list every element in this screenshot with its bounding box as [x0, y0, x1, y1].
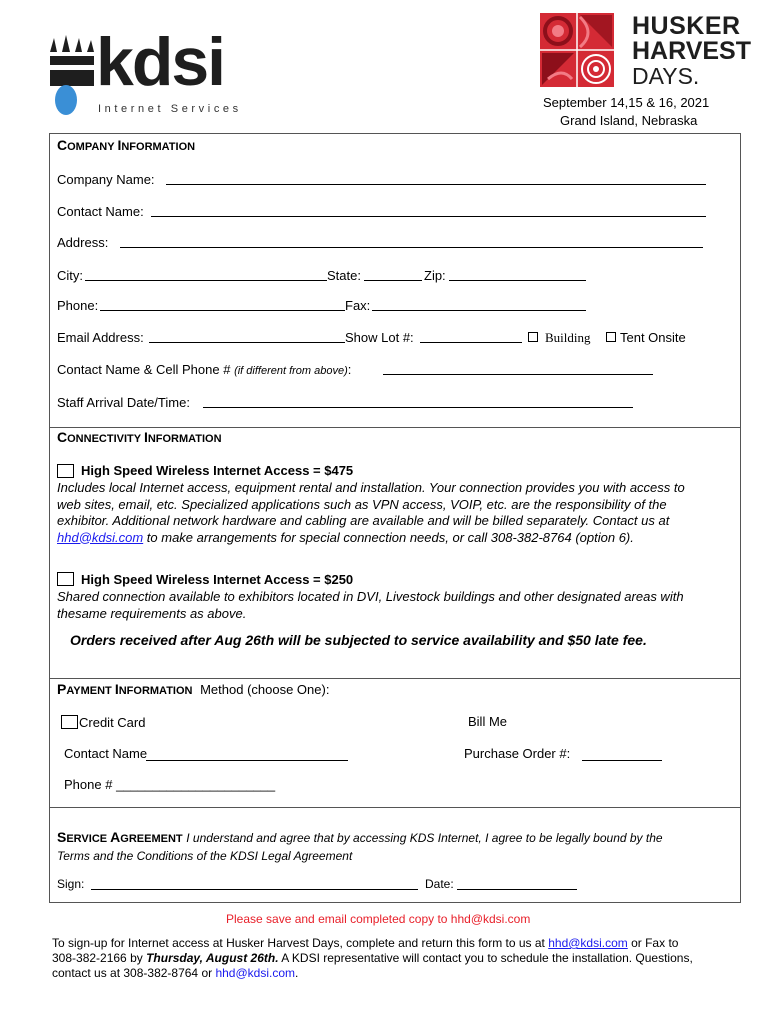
connectivity-heading: CONNECTIVITY INFORMATION: [57, 429, 222, 445]
kdsi-crown-icon: [48, 32, 98, 117]
state-field[interactable]: [364, 280, 422, 281]
kdsi-logo: [48, 24, 258, 118]
sign-label: Sign:: [57, 877, 85, 891]
building-checkbox[interactable]: [528, 332, 538, 342]
address-label: Address:: [57, 235, 109, 250]
credit-card-label: Credit Card: [79, 715, 146, 730]
agreement-text: SERVICE AGREEMENT I understand and agree that by accessing KDS Internet, I agree to be legally bound by the: [57, 829, 663, 845]
state-label: State:: [327, 268, 361, 283]
hhd-logo-line1: HUSKER: [632, 12, 741, 40]
bill-me-label: Bill Me: [468, 714, 508, 729]
company-heading: COMPANY INFORMATION: [57, 137, 196, 153]
show-lot-label: Show Lot #:: [345, 330, 414, 345]
date-field[interactable]: [457, 889, 577, 890]
option1-email-link[interactable]: hhd@kdsi.com: [57, 529, 144, 545]
show-lot-field[interactable]: [420, 342, 522, 343]
contact-name-field[interactable]: [151, 216, 706, 217]
event-location: Grand Island, Nebraska: [560, 113, 698, 128]
phone-label: Phone:: [57, 298, 99, 313]
contact-name-label: Contact Name:: [57, 204, 144, 219]
payment-contact-field[interactable]: [146, 760, 348, 761]
contact-cell-label: Contact Name & Cell Phone # (if different from above):: [57, 362, 352, 377]
purchase-order-field[interactable]: [582, 760, 662, 761]
payment-heading: PAYMENT INFORMATION Method (choose One):: [57, 681, 330, 697]
city-label: City:: [57, 268, 83, 283]
sign-field[interactable]: [91, 889, 418, 890]
payment-phone-field[interactable]: ______________________: [116, 777, 276, 792]
staff-arrival-field[interactable]: [203, 407, 633, 408]
contact-cell-field[interactable]: [383, 374, 653, 375]
signup-instructions: To sign-up for Internet access at Husker Harvest Days, complete and return this form to us at hhd@kdsi.com or Fax to 308-382-2166 by Thursday, August 26th. A KDSI representative will contact you to schedule the installation. Questions, contact us at 308-382-8764 or hhd@kdsi.com.: [52, 936, 693, 980]
fax-label: Fax:: [345, 298, 371, 313]
late-notice: Orders received after Aug 26th will be subjected to service availability and $50 late fee.: [70, 632, 647, 648]
payment-contact-label: Contact Name: [64, 746, 148, 761]
zip-field[interactable]: [449, 280, 586, 281]
payment-phone-label: Phone # ______________________: [64, 777, 276, 792]
hhd-quilt-icon: [540, 13, 614, 87]
hhd-logo-line2: HARVEST: [632, 37, 752, 65]
event-dates: September 14,15 & 16, 2021: [543, 95, 710, 110]
phone-field[interactable]: [100, 310, 345, 311]
tent-label: Tent Onsite: [620, 330, 686, 345]
company-name-label: Company Name:: [57, 172, 155, 187]
company-name-field[interactable]: [166, 184, 706, 185]
address-field[interactable]: [120, 247, 703, 248]
purchase-order-label: Purchase Order #:: [464, 746, 571, 761]
kdsi-tagline: Internet Services: [98, 103, 242, 115]
city-field[interactable]: [85, 280, 327, 281]
option1-checkbox[interactable]: [57, 464, 74, 478]
option1-description: Includes local Internet access, equipment rental and installation. Your connection provides you with access to web sites, email, etc. Specialized applications such as VPN access, VOIP, etc. are the responsibility of the exhibitor. Additional network hardware and cabling are available and will be billed separately. Contact us at hhd@kdsi.com to make arrangements for special connection needs, or call 308-382-8764 (option 6).: [57, 480, 685, 545]
option2-checkbox[interactable]: [57, 572, 74, 586]
email-field[interactable]: [149, 342, 345, 343]
zip-label: Zip:: [424, 268, 446, 283]
option2-title: High Speed Wireless Internet Access = $250: [81, 572, 354, 587]
signup-email-link-2[interactable]: hhd@kdsi.com: [215, 966, 295, 980]
tent-checkbox[interactable]: [606, 332, 616, 342]
email-label: Email Address:: [57, 330, 144, 345]
save-note: Please save and email completed copy to hhd@kdsi.com: [226, 912, 531, 926]
payment-method-label: Method (choose One):: [200, 682, 330, 697]
fax-field[interactable]: [372, 310, 586, 311]
agreement-text-line2: Terms and the Conditions of the KDSI Legal Agreement: [57, 849, 353, 863]
credit-card-checkbox[interactable]: [61, 715, 78, 729]
signup-email-link-1[interactable]: hhd@kdsi.com: [548, 936, 628, 950]
staff-arrival-label: Staff Arrival Date/Time:: [57, 395, 190, 410]
option1-title: High Speed Wireless Internet Access = $475: [81, 463, 354, 478]
hhd-logo: [540, 12, 752, 91]
building-label: Building: [545, 330, 591, 345]
date-label: Date:: [425, 877, 454, 891]
kdsi-logo-text: kdsi: [96, 24, 225, 100]
option2-description: Shared connection available to exhibitors located in DVI, Livestock buildings and other designated areas with thesame requirements as above.: [57, 589, 684, 621]
hhd-logo-line3: DAYS.: [632, 63, 700, 89]
